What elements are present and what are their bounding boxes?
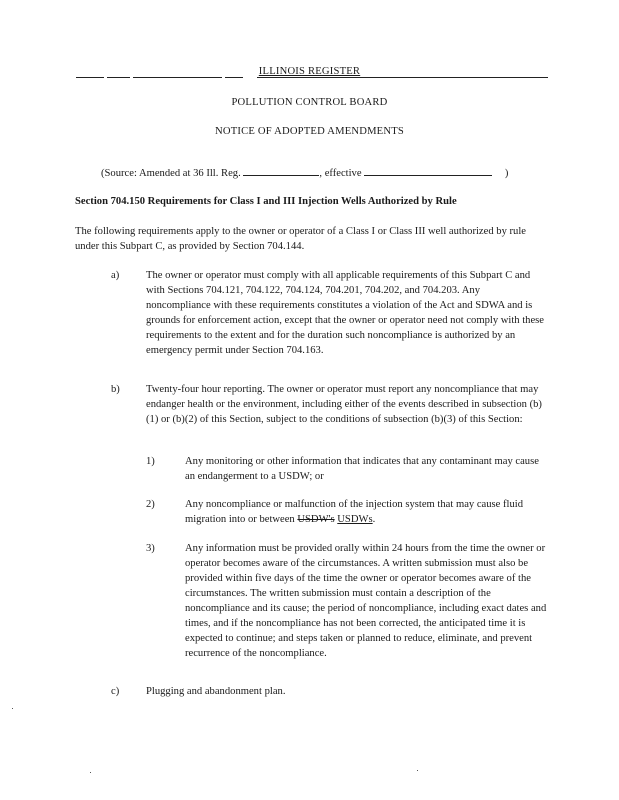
board-title: POLLUTION CONTROL BOARD — [231, 97, 388, 108]
register-title: ILLINOIS REGISTER — [258, 66, 361, 77]
effective-blank — [364, 165, 492, 176]
source-middle: , effective — [319, 168, 362, 179]
subitem-2-text — [185, 497, 547, 527]
item-b-label: b) — [111, 384, 120, 395]
item-c-text: Plugging and abandonment plan. — [146, 686, 286, 697]
subitem-3-label: 3) — [146, 543, 155, 554]
source-prefix: (Source: Amended at 36 Ill. Reg. — [101, 168, 241, 179]
intro-paragraph: The following requirements apply to the owner or operator of a Class I or Class III well authorized by rule under this Subpart C, as provided by Section 704.144. — [75, 226, 526, 252]
item-c-label: c) — [111, 686, 120, 697]
notice-title: NOTICE OF ADOPTED AMENDMENTS — [215, 126, 404, 137]
item-a-label: a) — [111, 270, 120, 281]
source-line — [101, 165, 541, 181]
scan-speck — [12, 708, 13, 709]
subitem-2-text-before: Any noncompliance or malfunction of the injection system that may cause fluid migration into or between — [185, 499, 524, 525]
subitem-3-text: Any information must be provided orally within 24 hours from the time the owner or operator becomes aware of the circumstances. A written submission must also be provided within five days of the time the owner or operator becomes aware of the circumstances. The written submission must contain a description of the noncompliance and its cause; the period of noncompliance, including exact dates and times, and if the noncompliance has not been corrected, the anticipated time it is expected to continue; and steps taken or planned to reduce, eliminate, and prevent recurrence of the noncompliance. — [185, 543, 547, 659]
section-heading: Section 704.150 Requirements for Class I and III Injection Wells Authorized by Rule — [75, 196, 457, 207]
subitem-2-label: 2) — [146, 499, 155, 510]
item-b-text: Twenty-four hour reporting. The owner or operator must report any noncompliance that may endanger health or the environment, including either of the events described in subsection (b)(1) or (b)(2) of this Section, subject to the conditions of subsection (b)(3) of this Section: — [146, 384, 542, 425]
register-blank — [243, 165, 319, 176]
scan-speck — [90, 772, 91, 773]
subitem-1-label: 1) — [146, 456, 155, 467]
subitem-2-text-after: . — [372, 514, 376, 525]
inserted-text: USDWs — [337, 514, 373, 525]
source-suffix: ) — [504, 168, 509, 179]
item-a-text: The owner or operator must comply with all applicable requirements of this Subpart C and with Sections 704.121, 704.122, 704.124, 704.201, 704.202, and 704.203. Any noncompliance with these requirements constitutes a violation of the Act and SDWA and is grounds for enforcement action, except that the owner or operator need not comply with these requirements to the extent and for the duration such noncompliance is authorized by an emergency permit under Section 704.163. — [146, 270, 545, 356]
subitem-1-text: Any monitoring or other information that indicates that any contaminant may cause an endangerment to a USDW; or — [185, 456, 539, 482]
deleted-text: USDW's — [297, 514, 335, 525]
scan-speck — [417, 770, 418, 771]
